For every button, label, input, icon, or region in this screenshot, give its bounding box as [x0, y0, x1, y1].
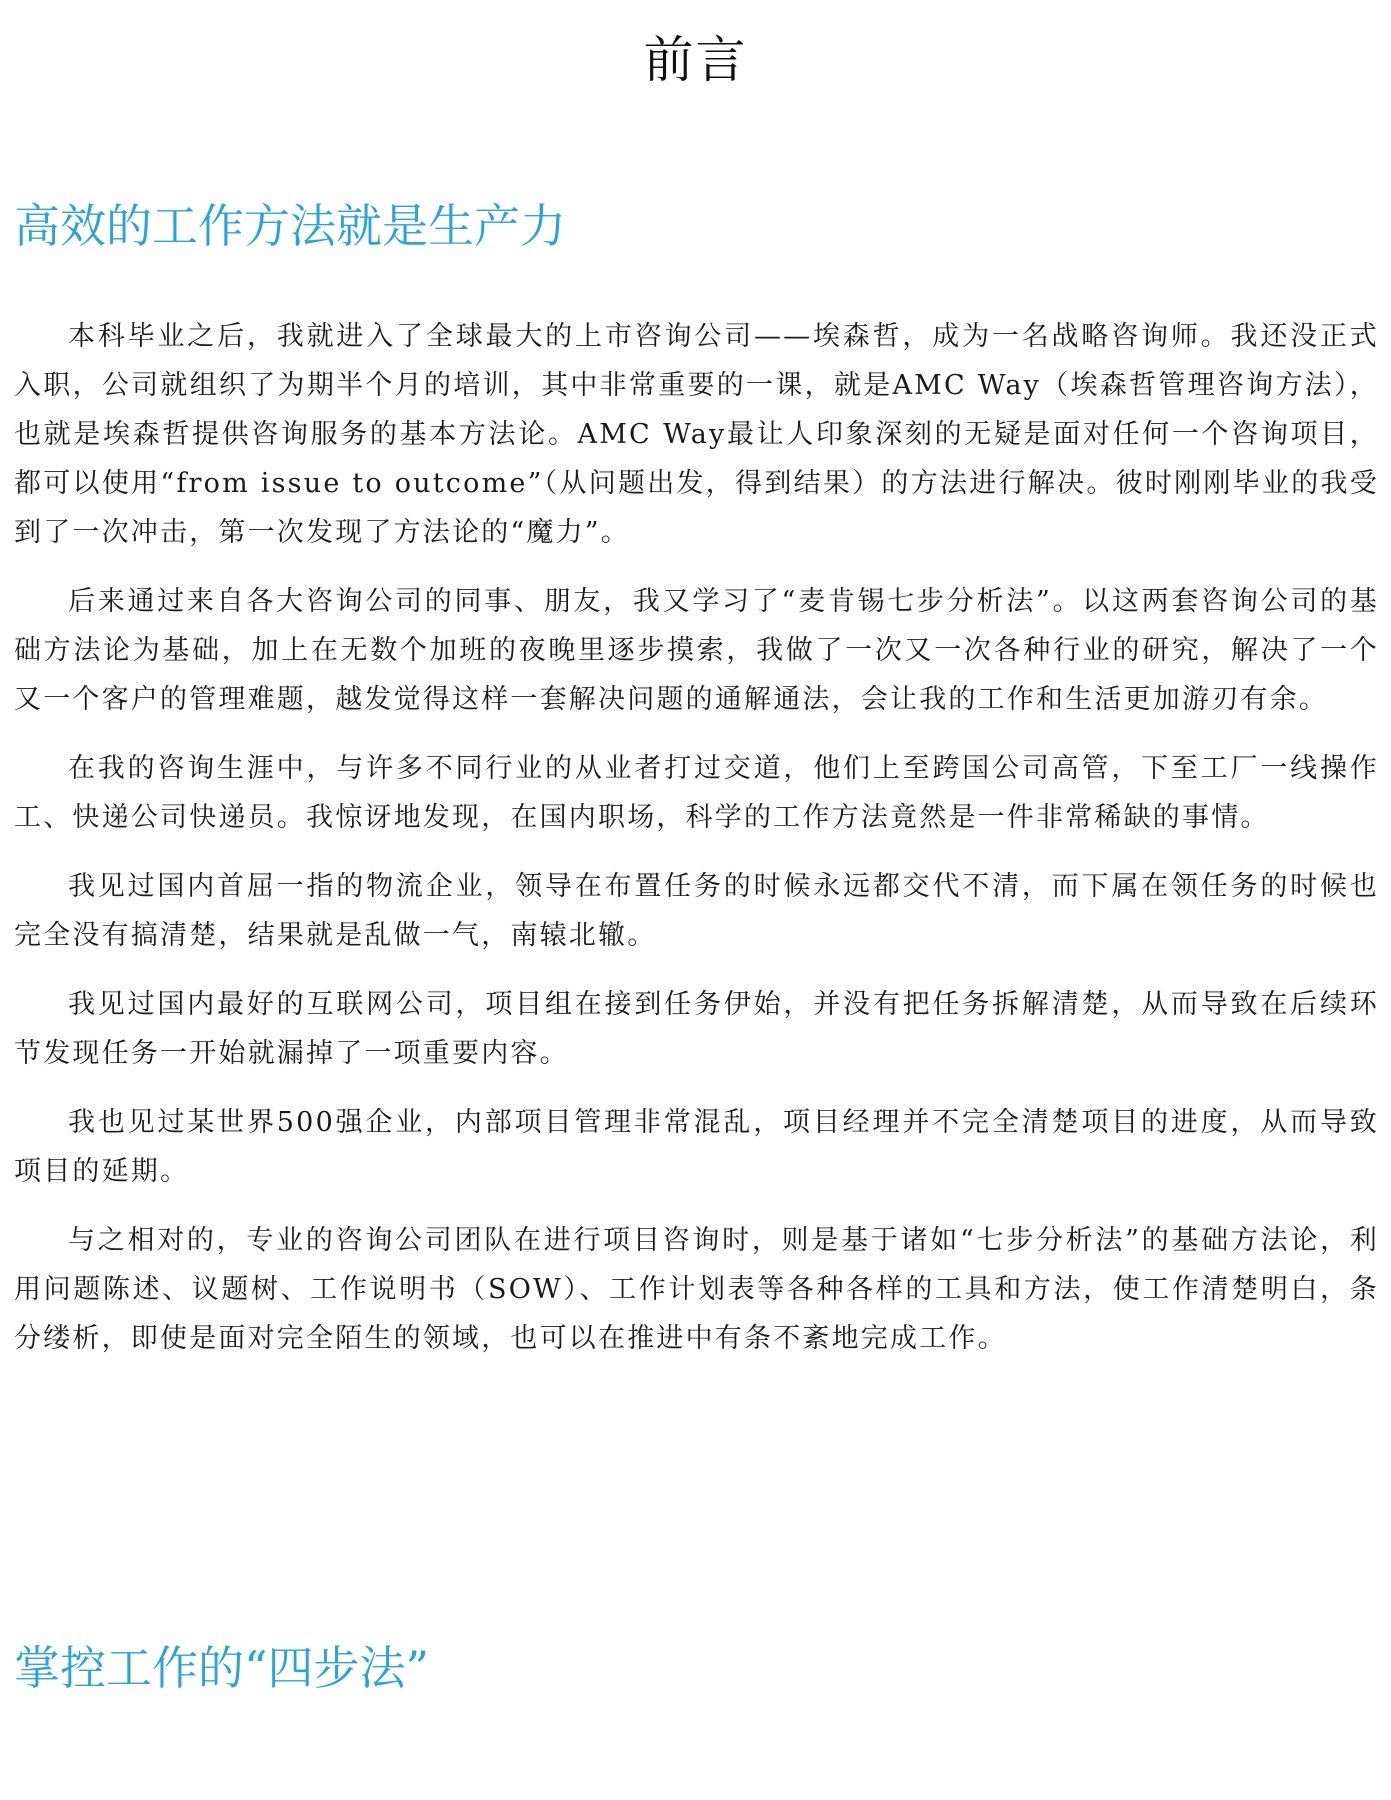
paragraph-accenture: 本科毕业之后，我就进入了全球最大的上市咨询公司——埃森哲，成为一名战略咨询师。我还没正式入职，公司就组织了为期半个月的培训，其中非常重要的一课，就是AMC Way（埃森哲管理咨询方法），也就是埃森哲提供咨询服务的基本方法论。AMC Way最让人印象深刻的无疑是面对任何一个咨询项目，都可以使用“from issue to outcome”（从问题出发，得到结果）的方法进行解决。彼时刚刚毕业的我受到了一次冲击，第一次发现了方法论的“魔力”。 [14, 321, 1379, 548]
section-heading-productivity: 高效的工作方法就是生产力 [14, 199, 566, 253]
paragraph-internet: 我见过国内最好的互联网公司，项目组在接到任务伊始，并没有把任务拆解清楚，从而导致在后续环节发现任务一开始就漏掉了一项重要内容。 [14, 989, 1379, 1069]
paragraph-logistics: 我见过国内首屈一指的物流企业，领导在布置任务的时候永远都交代不清，而下属在领任务的时候也完全没有搞清楚，结果就是乱做一气，南辕北辙。 [14, 871, 1379, 951]
page-title: 前言 [643, 31, 748, 89]
paragraph-fortune500: 我也见过某世界500强企业，内部项目管理非常混乱，项目经理并不完全清楚项目的进度，从而导致项目的延期。 [14, 1107, 1379, 1187]
paragraph-mckinsey: 后来通过来自各大咨询公司的同事、朋友，我又学习了“麦肯锡七步分析法”。以这两套咨询公司的基础方法论为基础，加上在无数个加班的夜晚里逐步摸索，我做了一次又一次各种行业的研究，解决了一个又一个客户的管理难题，越发觉得这样一套解决问题的通解通法，会让我的工作和生活更加游刃有余。 [14, 586, 1379, 715]
paragraph-career: 在我的咨询生涯中，与许多不同行业的从业者打过交道，他们上至跨国公司高管，下至工厂一线操作工、快递公司快递员。我惊讶地发现，在国内职场，科学的工作方法竟然是一件非常稀缺的事情。 [14, 753, 1379, 833]
paragraph-consulting-tools: 与之相对的，专业的咨询公司团队在进行项目咨询时，则是基于诸如“七步分析法”的基础方法论，利用问题陈述、议题树、工作说明书（SOW）、工作计划表等各种各样的工具和方法，使工作清楚明白，条分缕析，即使是面对完全陌生的领域，也可以在推进中有条不紊地完成工作。 [14, 1225, 1379, 1354]
section-heading-four-steps: 掌控工作的“四步法” [14, 1641, 430, 1695]
body-text [14, 312, 1379, 1383]
